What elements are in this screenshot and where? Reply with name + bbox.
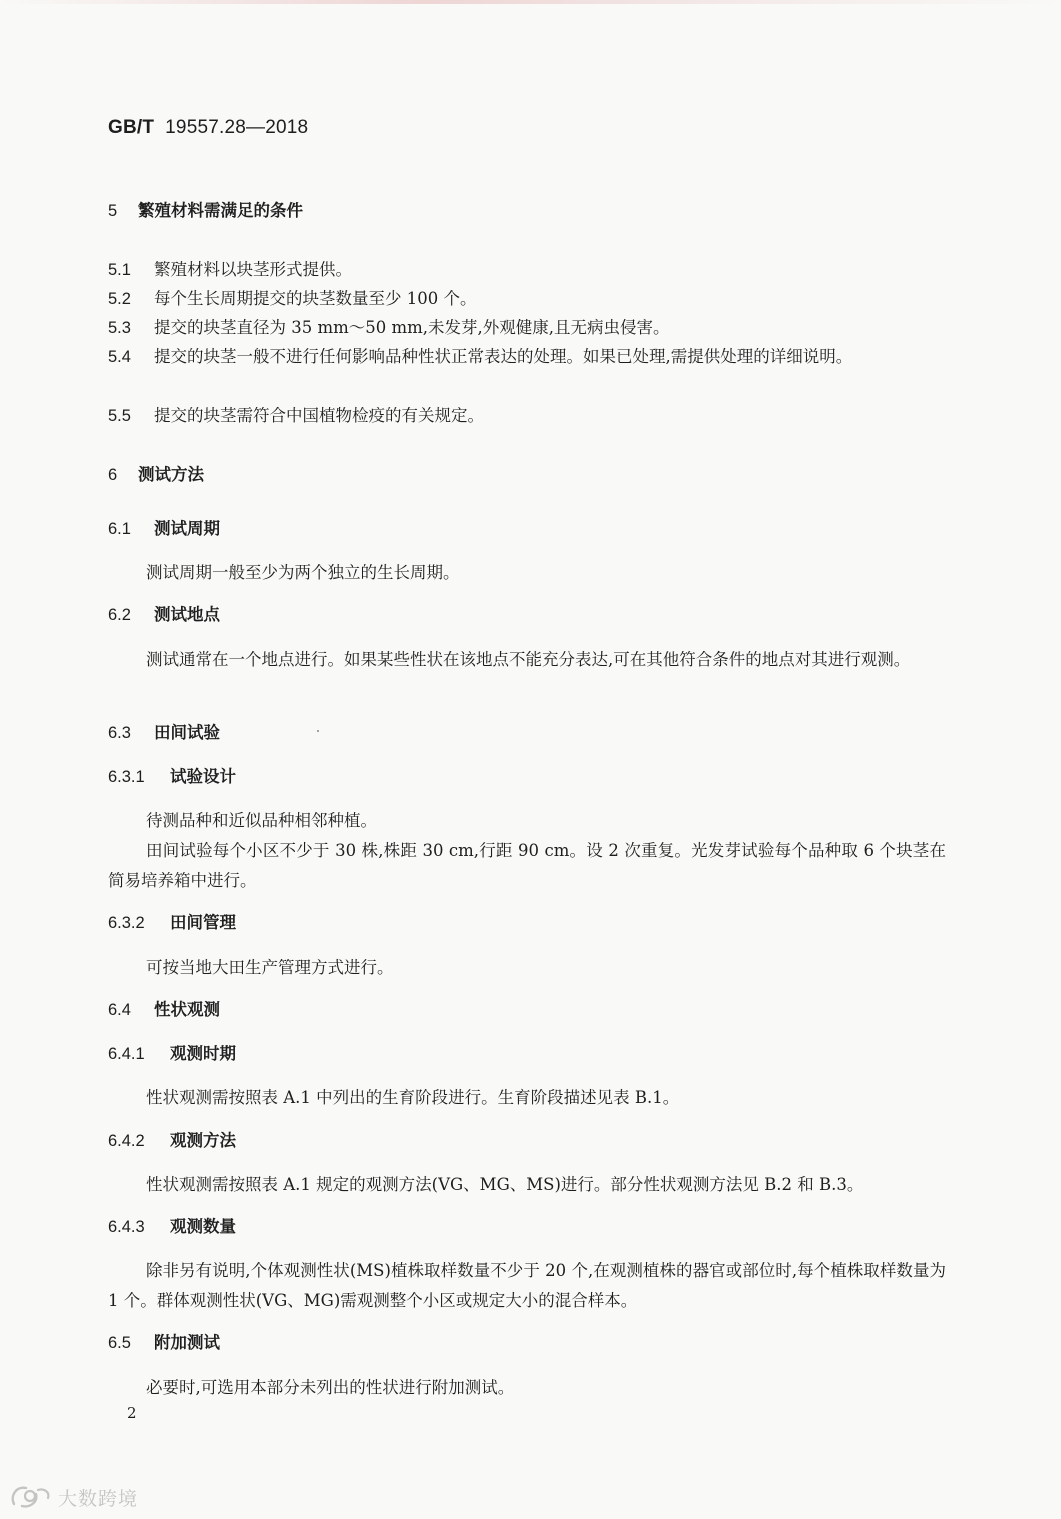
- top-edge-line: [0, 0, 1061, 4]
- subsection-6-5-heading: [108, 1332, 220, 1354]
- subsection-6-3-2-heading: [108, 912, 236, 934]
- clause-number: 5.2: [108, 290, 131, 308]
- subsection-6-3-heading: [108, 722, 220, 744]
- logo-icon: [8, 1482, 54, 1512]
- clause-number: 5.1: [108, 261, 131, 279]
- standard-number: [108, 117, 308, 139]
- subsection-title: 附加测试: [154, 1333, 220, 1352]
- subsection-title: 测试周期: [154, 519, 220, 538]
- subsection-number: 6.2: [108, 606, 131, 624]
- subsection-title: 观测方法: [170, 1131, 236, 1150]
- subsection-title: 观测数量: [170, 1217, 236, 1236]
- clause-number: 5.5: [108, 407, 131, 425]
- clause-text: 提交的块茎直径为 35 mm～50 mm,未发芽,外观健康,且无病虫侵害。: [154, 318, 670, 337]
- subsection-number: 6.1: [108, 520, 131, 538]
- watermark-text: 大数跨境: [58, 1487, 139, 1510]
- paragraph-6-4-3: 除非另有说明,个体观测性状(MS)植株取样数量不少于 20 个,在观测植株的器官或部位时,每个植株取样数量为 1 个。群体观测性状(VG、MG)需观测整个小区或规定大小的混合样本。: [108, 1261, 946, 1310]
- clause-5-4: [108, 342, 946, 372]
- section-number: 5: [108, 202, 118, 220]
- subsection-6-2-heading: [108, 604, 220, 626]
- subsection-number: 6.4.2: [108, 1132, 145, 1150]
- subsection-number: 6.3.2: [108, 914, 145, 932]
- subsection-number: 6.4: [108, 1001, 131, 1019]
- paragraph-6-2: 测试通常在一个地点进行。如果某些性状在该地点不能充分表达,可在其他符合条件的地点对其进行观测。: [146, 650, 911, 669]
- clause-text: 提交的块茎需符合中国植物检疫的有关规定。: [154, 406, 484, 425]
- clause-5-1: [108, 259, 352, 281]
- subsection-title: 田间试验: [154, 723, 220, 742]
- page-number: 2: [127, 1404, 137, 1422]
- subsection-6-4-1-heading: [108, 1043, 236, 1065]
- subsection-title: 试验设计: [170, 767, 236, 786]
- paragraph-6-4-2: 性状观测需按照表 A.1 规定的观测方法(VG、MG、MS)进行。部分性状观测方法见 B.2 和 B.3。: [146, 1175, 864, 1194]
- subsection-6-3-1-heading: [108, 766, 236, 788]
- paragraph-6-1: 测试周期一般至少为两个独立的生长周期。: [146, 563, 460, 582]
- clause-number: 5.4: [108, 348, 131, 366]
- section-5-heading: [108, 200, 303, 222]
- subsection-title: 测试地点: [154, 605, 220, 624]
- paragraph-6-3-2: 可按当地大田生产管理方式进行。: [146, 958, 394, 977]
- subsection-number: 6.3.1: [108, 768, 145, 786]
- clause-number: 5.3: [108, 319, 131, 337]
- subsection-number: 6.3: [108, 724, 131, 742]
- standard-code: 19557.28—2018: [165, 117, 309, 138]
- subsection-title: 观测时期: [170, 1044, 236, 1063]
- subsection-number: 6.4.1: [108, 1045, 145, 1063]
- section-title: 测试方法: [138, 465, 204, 484]
- paragraph-6-5: 必要时,可选用本部分未列出的性状进行附加测试。: [146, 1378, 515, 1397]
- paragraph-6-3-1-a: 待测品种和近似品种相邻种植。: [146, 811, 377, 830]
- standard-prefix: GB/T: [108, 117, 155, 138]
- clause-5-2: [108, 288, 476, 310]
- clause-5-5: [108, 405, 484, 427]
- subsection-number: 6.5: [108, 1334, 131, 1352]
- clause-text: 提交的块茎一般不进行任何影响品种性状正常表达的处理。如果已处理,需提供处理的详细说明。: [154, 347, 853, 366]
- subsection-6-4-3-heading: [108, 1216, 236, 1238]
- subsection-6-4-2-heading: [108, 1130, 236, 1152]
- clause-text: 繁殖材料以块茎形式提供。: [154, 260, 352, 279]
- paragraph-6-3-1-b: 田间试验每个小区不少于 30 株,株距 30 cm,行距 90 cm。设 2 次重复。光发芽试验每个品种取 6 个块茎在简易培养箱中进行。: [108, 841, 946, 890]
- subsection-6-4-heading: [108, 999, 220, 1021]
- clause-5-3: [108, 317, 670, 339]
- subsection-6-1-heading: [108, 518, 220, 540]
- paragraph-6-4-1: 性状观测需按照表 A.1 中列出的生育阶段进行。生育阶段描述见表 B.1。: [146, 1088, 680, 1107]
- section-6-heading: [108, 464, 204, 486]
- subsection-title: 田间管理: [170, 913, 236, 932]
- scan-speck: [317, 730, 319, 732]
- subsection-number: 6.4.3: [108, 1218, 145, 1236]
- subsection-title: 性状观测: [154, 1000, 220, 1019]
- clause-text: 每个生长周期提交的块茎数量至少 100 个。: [154, 289, 477, 308]
- watermark: [8, 1482, 138, 1512]
- section-number: 6: [108, 466, 118, 484]
- section-title: 繁殖材料需满足的条件: [138, 201, 303, 220]
